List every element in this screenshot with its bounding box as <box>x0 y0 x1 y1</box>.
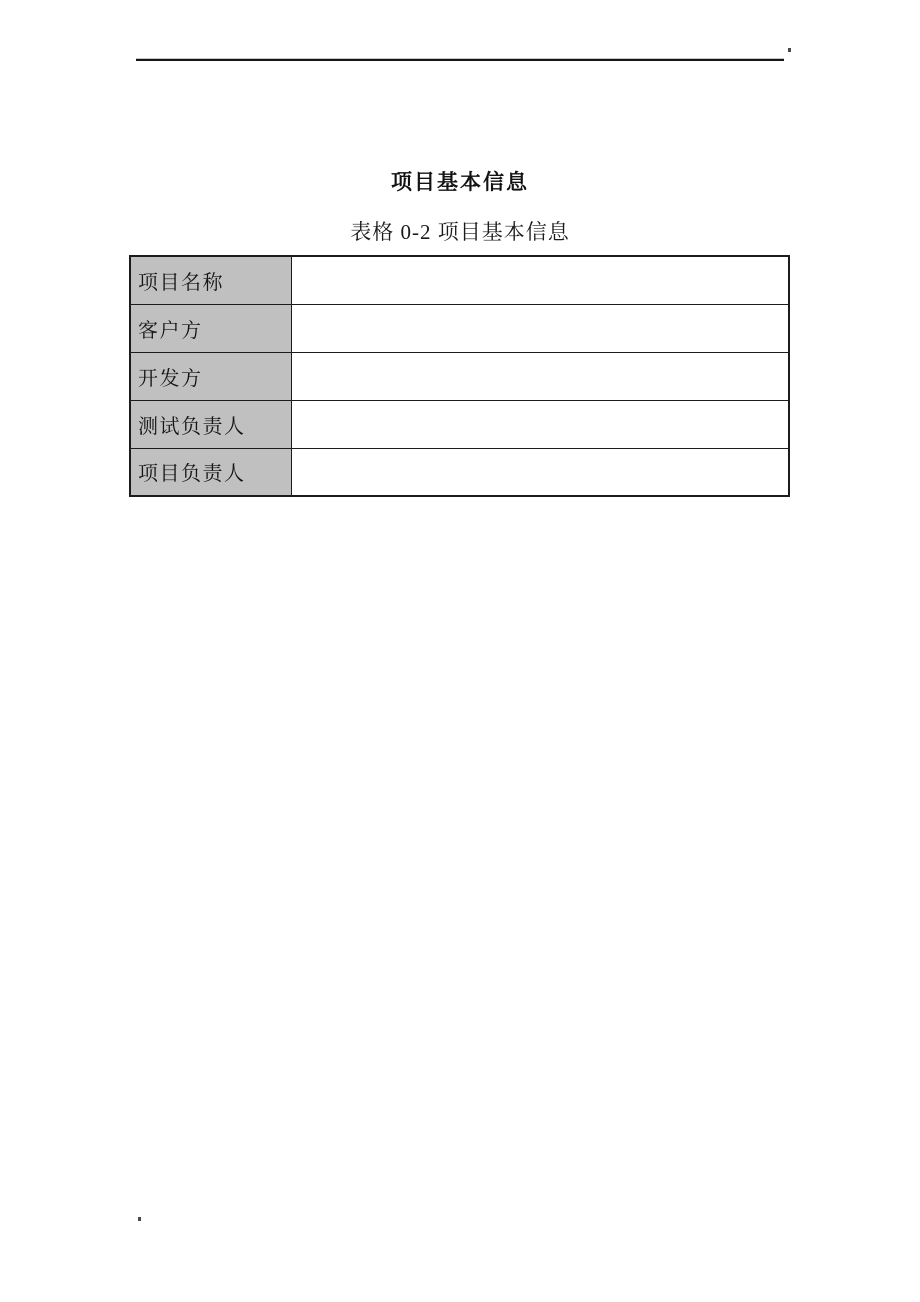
table-caption: 表格 0-2 项目基本信息 <box>350 220 570 244</box>
header-rule <box>136 58 784 61</box>
label-cell-project-lead: 项目负责人 <box>130 448 291 496</box>
table-row <box>130 400 789 448</box>
label-cell-client: 客户方 <box>130 304 291 352</box>
label-cell-developer: 开发方 <box>130 352 291 400</box>
value-cell-client[interactable] <box>291 304 789 352</box>
project-info-table <box>129 255 790 497</box>
table-row <box>130 448 789 496</box>
page-title: 项目基本信息 <box>391 170 529 194</box>
value-cell-test-lead[interactable] <box>291 400 789 448</box>
table-row <box>130 352 789 400</box>
value-cell-developer[interactable] <box>291 352 789 400</box>
stray-mark-bottom-left <box>138 1217 141 1221</box>
table-row <box>130 304 789 352</box>
table-row <box>130 256 789 304</box>
value-cell-project-lead[interactable] <box>291 448 789 496</box>
value-cell-project-name[interactable] <box>291 256 789 304</box>
stray-mark-top-right <box>788 48 791 52</box>
label-cell-test-lead: 测试负责人 <box>130 400 291 448</box>
label-cell-project-name: 项目名称 <box>130 256 291 304</box>
